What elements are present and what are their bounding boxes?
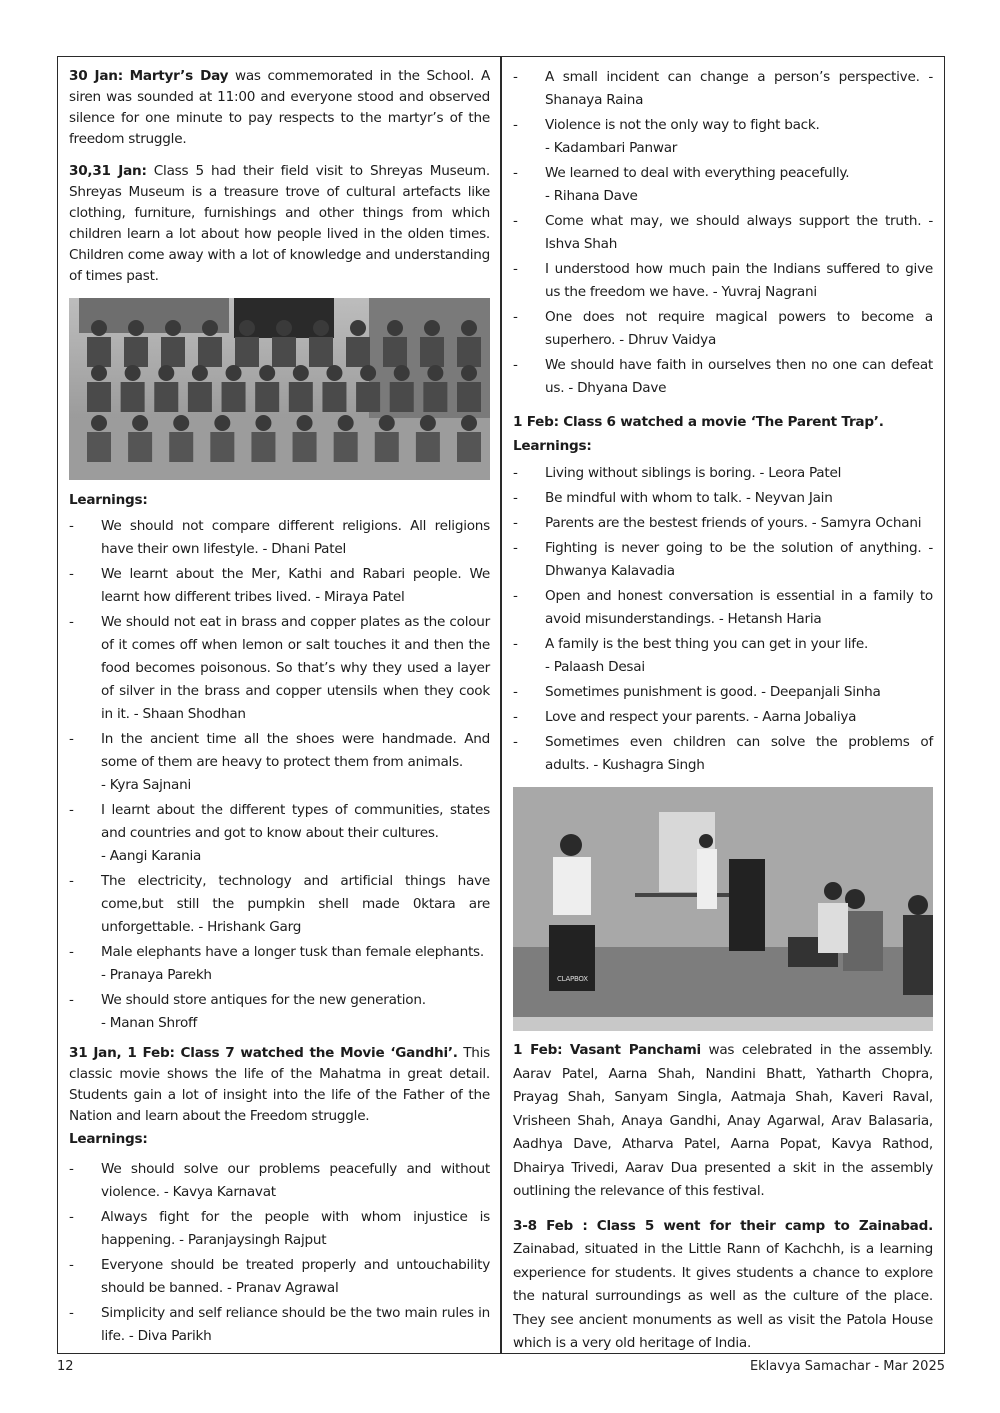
- learning-author: - Samyra Ochani: [807, 515, 922, 531]
- bullet-dash: -: [513, 165, 518, 181]
- bullet-dash: -: [513, 357, 518, 373]
- learning-author: - Dhruv Vaidya: [615, 332, 717, 348]
- learning-author: - Kushagra Singh: [589, 757, 705, 773]
- learning-text: Be mindful with whom to talk.: [545, 490, 742, 506]
- student-body: [289, 382, 313, 412]
- bullet-dash: -: [69, 614, 74, 630]
- bullet-dash: -: [513, 515, 518, 531]
- student-figure: [259, 365, 275, 381]
- column-divider: [500, 56, 502, 1354]
- zainabad-title: 3-8 Feb : Class 5 went for their camp to Zainabad.: [513, 1217, 933, 1234]
- gandhi-paragraph: [69, 1043, 490, 1127]
- learning-author: - Kadambari Panwar: [545, 140, 678, 156]
- learning-item: [69, 870, 490, 939]
- learning-item: [69, 1206, 490, 1252]
- learning-text: I understood how much pain the Indians suffered to give us the freedom we have.: [545, 261, 933, 300]
- learning-author: - Hetansh Haria: [714, 611, 822, 627]
- learning-author: - Dhani Patel: [258, 541, 346, 557]
- student-body: [457, 432, 481, 462]
- learning-text: Love and respect your parents.: [545, 709, 750, 725]
- student-figure: [239, 320, 255, 336]
- bullet-dash: -: [513, 309, 518, 325]
- student-figure: [173, 415, 189, 431]
- left-column: [69, 66, 490, 1356]
- student-body: [87, 382, 111, 412]
- bullet-dash: -: [513, 684, 518, 700]
- martyrs-day-date: 30 Jan:: [69, 68, 123, 84]
- student-body: [198, 337, 222, 367]
- learning-author: - Deepanjali Sinha: [757, 684, 881, 700]
- bullet-dash: -: [69, 873, 74, 889]
- student-figure: [394, 365, 410, 381]
- student-figure: [158, 365, 174, 381]
- student-body: [255, 382, 279, 412]
- bullet-dash: -: [513, 588, 518, 604]
- student-figure: [125, 365, 141, 381]
- student-figure: [192, 365, 208, 381]
- learning-item: [69, 515, 490, 561]
- student-figure: [91, 365, 107, 381]
- student-figure: [165, 320, 181, 336]
- bullet-dash: -: [69, 1257, 74, 1273]
- learning-author: - Diva Parikh: [124, 1328, 212, 1344]
- bullet-dash: -: [513, 636, 518, 652]
- bullet-dash: -: [69, 944, 74, 960]
- bullet-dash: -: [513, 734, 518, 750]
- learning-text: I learnt about the different types of communities, states and countries and got to know about their cultures.: [101, 802, 490, 841]
- learning-item: [69, 611, 490, 726]
- bullet-dash: -: [69, 802, 74, 818]
- student-body: [169, 432, 193, 462]
- student-body: [154, 382, 178, 412]
- bullet-dash: -: [513, 540, 518, 556]
- gandhi-learnings-continued-list: [513, 66, 933, 400]
- learning-text: A small incident can change a person’s perspective.: [545, 69, 920, 85]
- learning-text: In the ancient time all the shoes were handmade. And some of them are heavy to protect them from animals.: [101, 731, 490, 770]
- student-body: [457, 382, 481, 412]
- learning-item: [513, 354, 933, 400]
- gandhi-learnings-heading: Learnings:: [69, 1131, 148, 1147]
- student-figure: [379, 415, 395, 431]
- learning-item: [513, 731, 933, 777]
- student-body: [188, 382, 212, 412]
- student-body: [128, 432, 152, 462]
- learning-author: - Hrishank Garg: [194, 919, 302, 935]
- learning-text: We should solve our problems peacefully and without violence.: [101, 1161, 490, 1200]
- student-body: [87, 337, 111, 367]
- student-body: [121, 382, 145, 412]
- student-figure: [326, 365, 342, 381]
- learning-author: - Shaan Shodhan: [129, 706, 246, 722]
- student-figure: [293, 365, 309, 381]
- student-body: [235, 337, 259, 367]
- learning-author: - Dhwanya Kalavadia: [545, 540, 933, 579]
- student-figure: [276, 320, 292, 336]
- learning-item: [513, 462, 933, 485]
- student-figure: [128, 320, 144, 336]
- learning-text: Always fight for the people with whom injustice is happening.: [101, 1209, 490, 1248]
- learning-item: [513, 585, 933, 631]
- learning-author: - Yuvraj Nagrani: [708, 284, 817, 300]
- learning-author: - Aarna Jobaliya: [749, 709, 857, 725]
- learning-text: One does not require magical powers to become a superhero.: [545, 309, 933, 348]
- learning-item: [69, 1302, 490, 1348]
- vasant-panchami-paragraph: [513, 1039, 933, 1204]
- bullet-dash: -: [69, 566, 74, 582]
- learning-item: [513, 706, 933, 729]
- museum-paragraph: [69, 161, 490, 287]
- learning-text: Living without siblings is boring.: [545, 465, 756, 481]
- student-figure: [214, 415, 230, 431]
- student-figure: [360, 365, 376, 381]
- learning-author: - Manan Shroff: [101, 1015, 198, 1031]
- learning-author: - Rihana Dave: [545, 188, 638, 204]
- learning-text: Sometimes punishment is good.: [545, 684, 758, 700]
- museum-learnings-heading: Learnings:: [69, 492, 148, 508]
- learning-item: [513, 306, 933, 352]
- learning-text: Parents are the bestest friends of yours.: [545, 515, 808, 531]
- learning-item: [513, 487, 933, 510]
- student-figure: [420, 415, 436, 431]
- student-figure: [387, 320, 403, 336]
- learning-item: [513, 66, 933, 112]
- student-body: [375, 432, 399, 462]
- museum-learnings-list: [69, 515, 490, 1035]
- learning-text: Sometimes even children can solve the problems of adults.: [545, 734, 933, 773]
- learning-text: Open and honest conversation is essential in a family to avoid misunderstandings.: [545, 588, 933, 627]
- museum-text: Class 5 had their field visit to Shreyas Museum. Shreyas Museum is a treasure trove of cultural artefacts like clothing, furniture, furnishings and other things from which children learn a lot about how people lived in the olden times. Children come away with a lot of knowledge and understanding of times past.: [69, 163, 490, 284]
- learning-text: We should not compare different religions. All religions have their own lifestyle.: [101, 518, 490, 557]
- learning-item: [69, 1254, 490, 1300]
- student-figure: [202, 320, 218, 336]
- student-body: [423, 382, 447, 412]
- learning-author: - Kyra Sajnani: [101, 777, 192, 793]
- student-body: [210, 432, 234, 462]
- learning-item: [69, 799, 490, 868]
- martyrs-day-text: was commemorated in the School. A siren was sounded at 11:00 and everyone stood and observed silence for one minute to pay respects to the martyr’s of the freedom struggle.: [69, 68, 490, 147]
- student-figure: [461, 415, 477, 431]
- group-photo-illustration: [69, 298, 490, 480]
- learning-author: - Pranav Agrawal: [222, 1280, 339, 1296]
- learning-text: A family is the best thing you can get in your life.: [545, 636, 869, 652]
- student-figure: [350, 320, 366, 336]
- learning-author: - Paranjaysingh Rajput: [175, 1232, 327, 1248]
- museum-date: 30,31 Jan:: [69, 163, 147, 179]
- student-body: [416, 432, 440, 462]
- student-body: [334, 432, 358, 462]
- learning-author: - Dhyana Dave: [564, 380, 667, 396]
- learning-item: [69, 989, 490, 1035]
- learning-item: [513, 512, 933, 535]
- learning-item: [69, 728, 490, 797]
- learning-item: [513, 258, 933, 304]
- student-body: [124, 337, 148, 367]
- learning-author: - Kavya Karnavat: [159, 1184, 276, 1200]
- student-body: [420, 337, 444, 367]
- learning-text: We should not eat in brass and copper plates as the colour of it comes off when lemon or salt touches it and then the food becomes poisonous. So that’s why they used a layer of silver in the brass and copper utensils when they cook in it.: [101, 614, 490, 722]
- learning-text: The electricity, technology and artificial things have come,but still the pumpkin shell made 0ktara are unforgettable.: [101, 873, 490, 935]
- student-figure: [461, 365, 477, 381]
- learning-text: We learnt about the Mer, Kathi and Rabari people. We learnt how different tribes lived.: [101, 566, 490, 605]
- bullet-dash: -: [513, 490, 518, 506]
- learning-item: [69, 941, 490, 987]
- learning-item: [513, 210, 933, 256]
- student-body: [293, 432, 317, 462]
- museum-group-photo: [69, 298, 490, 480]
- gandhi-title: 31 Jan, 1 Feb: Class 7 watched the Movie ‘Gandhi’.: [69, 1045, 458, 1061]
- student-body: [346, 337, 370, 367]
- bullet-dash: -: [69, 1209, 74, 1225]
- skit-photo-illustration: [513, 787, 933, 1031]
- student-figure: [255, 415, 271, 431]
- learning-item: [69, 1158, 490, 1204]
- learning-author: - Miraya Patel: [311, 589, 405, 605]
- student-figure: [297, 415, 313, 431]
- bullet-dash: -: [69, 1161, 74, 1177]
- bullet-dash: -: [69, 731, 74, 747]
- student-body: [383, 337, 407, 367]
- bullet-dash: -: [69, 1305, 74, 1321]
- student-figure: [427, 365, 443, 381]
- bullet-dash: -: [513, 709, 518, 725]
- learning-text: Everyone should be treated properly and untouchability should be banned.: [101, 1257, 490, 1296]
- learning-author: - Ishva Shah: [545, 213, 933, 252]
- student-figure: [132, 415, 148, 431]
- vasant-text: was celebrated in the assembly. Aarav Patel, Aarna Shah, Nandini Bhatt, Yatharth Chopra, Prayag Shah, Sanyam Singla, Aatmaja Shah, Kaveri Raval, Vrisheen Shah, Anaya Gandhi, Anay Agarwal, Arav Balasaria, Aadhya Dave, Atharva Patel, Aarna Popat, Kavya Rathod, Dhairya Trivedi, Aarav Dua presented a skit in the assembly outlining the relevance of this festival.: [513, 1042, 933, 1199]
- zainabad-paragraph: [513, 1215, 933, 1356]
- learning-item: [513, 162, 933, 208]
- bullet-dash: -: [513, 69, 518, 85]
- vasant-title: Vasant Panchami: [569, 1042, 701, 1058]
- learning-text: We should store antiques for the new generation.: [101, 992, 426, 1008]
- learning-item: [513, 537, 933, 583]
- student-body: [87, 432, 111, 462]
- parent-trap-title: 1 Feb: Class 6 watched a movie ‘The Parent Trap’.: [513, 414, 884, 430]
- student-body: [272, 337, 296, 367]
- learning-text: Violence is not the only way to fight back.: [545, 117, 820, 133]
- bullet-dash: -: [513, 213, 518, 229]
- student-figure: [91, 415, 107, 431]
- student-figure: [313, 320, 329, 336]
- learning-text: Come what may, we should always support the truth.: [545, 213, 922, 229]
- bullet-dash: -: [69, 518, 74, 534]
- student-body: [322, 382, 346, 412]
- bullet-dash: -: [513, 465, 518, 481]
- vasant-date: 1 Feb:: [513, 1042, 563, 1058]
- student-body: [390, 382, 414, 412]
- learning-author: - Aangi Karania: [101, 848, 202, 864]
- student-figure: [461, 320, 477, 336]
- gandhi-learnings-list: [69, 1158, 490, 1348]
- student-figure: [338, 415, 354, 431]
- zainabad-text: Zainabad, situated in the Little Rann of Kachchh, is a learning experience for students. It gives students a chance to explore the natural surroundings as well as the culture of the place. They see ancient monuments as well as visit the Patola House which is a very old heritage of India.: [513, 1241, 933, 1351]
- learning-author: - Pranaya Parekh: [101, 967, 212, 983]
- bullet-dash: -: [513, 261, 518, 277]
- bullet-dash: -: [513, 117, 518, 133]
- student-body: [161, 337, 185, 367]
- student-body: [356, 382, 380, 412]
- martyrs-day-title: Martyr’s Day: [129, 68, 229, 84]
- student-body: [251, 432, 275, 462]
- learning-text: We learned to deal with everything peacefully.: [545, 165, 850, 181]
- publication-footer: Eklavya Samachar - Mar 2025: [749, 1359, 945, 1374]
- student-figure: [91, 320, 107, 336]
- learning-item: [513, 633, 933, 679]
- student-figure: [226, 365, 242, 381]
- learning-author: - Shanaya Raina: [545, 69, 933, 108]
- learning-item: [69, 563, 490, 609]
- learning-text: Male elephants have a longer tusk than female elephants.: [101, 944, 484, 960]
- student-body: [457, 337, 481, 367]
- learning-text: We should have faith in ourselves then no one can defeat us.: [545, 357, 933, 396]
- page-number: 12: [57, 1359, 74, 1374]
- learning-author: - Leora Patel: [755, 465, 842, 481]
- vasant-panchami-photo: [513, 787, 933, 1031]
- student-figure: [424, 320, 440, 336]
- learning-author: - Palaash Desai: [545, 659, 645, 675]
- student-body: [222, 382, 246, 412]
- learning-item: [513, 114, 933, 160]
- martyrs-day-paragraph: [69, 66, 490, 150]
- learning-text: Fighting is never going to be the solution of anything.: [545, 540, 922, 556]
- learning-item: [513, 681, 933, 704]
- cajon-label: CLAPBOX: [557, 975, 588, 983]
- student-body: [309, 337, 333, 367]
- parent-trap-learnings-heading: Learnings:: [513, 438, 592, 454]
- right-column: [513, 66, 933, 1367]
- gandhi-text: This classic movie shows the life of the Mahatma in great detail. Students gain a lot of insight into the life of the Father of the Nation and learn about the Freedom struggle.: [69, 1045, 490, 1124]
- bullet-dash: -: [69, 992, 74, 1008]
- learning-text: Simplicity and self reliance should be the two main rules in life.: [101, 1305, 490, 1344]
- parent-trap-learnings-list: [513, 462, 933, 777]
- learning-author: - Neyvan Jain: [741, 490, 833, 506]
